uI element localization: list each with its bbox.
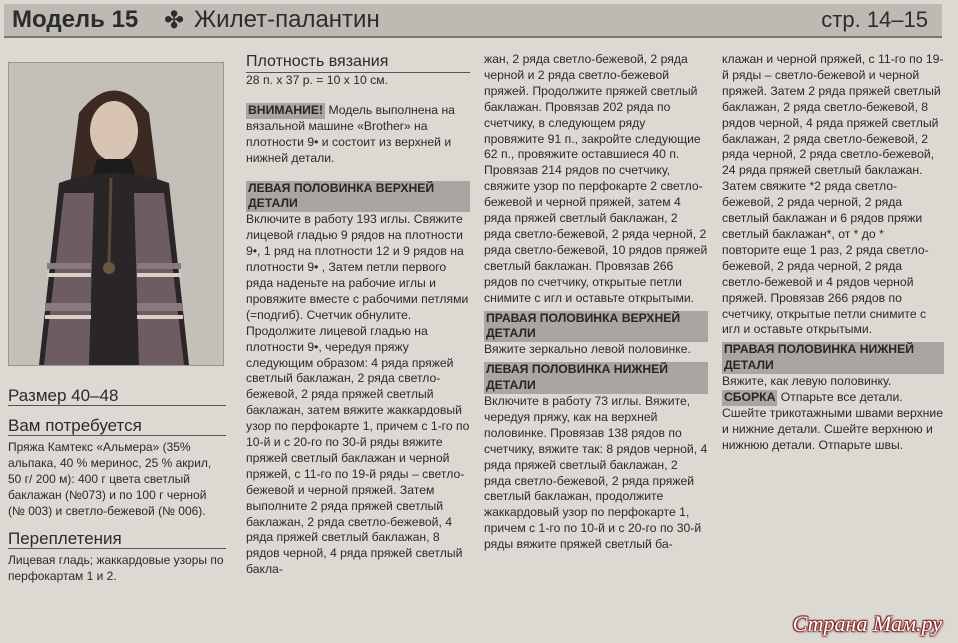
column-2 xyxy=(246,52,470,578)
clover-icon: ✤ xyxy=(164,7,185,34)
model-photo xyxy=(8,62,224,366)
right-lower-heading: ПРАВАЯ ПОЛОВИНКА НИЖНЕЙ ДЕТАЛИ xyxy=(722,342,944,374)
left-lower-paragraph xyxy=(484,362,708,553)
column-4 xyxy=(722,52,944,454)
size-heading: Размер 40–48 xyxy=(8,388,226,406)
weaves-heading: Переплетения xyxy=(8,531,226,549)
weaves-text: Лицевая гладь; жаккардовые узоры по перфокартам 1 и 2. xyxy=(8,552,224,583)
right-upper-paragraph xyxy=(484,311,708,359)
column-3 xyxy=(484,52,708,553)
left-lower-text: Включите в работу 73 иглы. Вяжите, чередуя пряжу, как на верхней половинке. Провязав 138 рядов по счетчику, вяжите так: 8 рядов черной, 4 ряда пряжей светлый баклажан, 2 ряда светло-бежевой, 2 ряда пряжей светлый баклажан, продолжите жаккардовый узор по перфокарте 1, причем с 1-го по 10-й и с 20-го по 30-й ряды вяжите пряжей светлый ба- xyxy=(484,394,708,552)
density-heading: Плотность вязания xyxy=(246,52,470,73)
attention-text: Модель выполнена на вязальной машине «Brother» на плотности 9• и состоит из верхней и нижней детали. xyxy=(246,102,455,165)
attention-paragraph xyxy=(246,103,470,167)
density-text: 28 п. х 37 р. = 10 х 10 см. xyxy=(246,73,389,87)
materials-text: Пряжа Камтекс «Альмера» (35% альпака, 40 % меринос, 25 % акрил, 50 г/ 200 м): 400 г цвета светлый баклажан (№073) и по 100 г черной (№ 003) и светло-бежевой (№ 006). xyxy=(8,439,212,518)
materials-heading: Вам потребуется xyxy=(8,418,226,436)
model-number: Модель 15 xyxy=(12,6,139,33)
upper-continue-text: жан, 2 ряда светло-бежевой, 2 ряда черной и 2 ряда светло-бежевой пряжей. Продолжите пряжей светлый баклажан. Провязав 202 ряда по счетчику, в следующем ряду провяжите 91 п., закройте следующие 62 п., провяжите оставшиеся 40 п. Провязав 214 рядов по счетчику, свяжите узор по перфокарте 2 светло-бежевой и черной пряжей, затем 4 ряда пряжей светлый баклажан, 2 ряда светло-бежевой, 2 ряда черной, 2 ряда светло-бежевой, 10 рядов пряжей светлый баклажан. Провязав 266 рядов по счетчику, открытые петли снимите с игл и оставьте открытыми. xyxy=(484,52,708,305)
assembly-heading: СБОРКА xyxy=(724,390,776,405)
left-upper-heading: ЛЕВАЯ ПОЛОВИНКА ВЕРХНЕЙ ДЕТАЛИ xyxy=(246,181,470,213)
left-column xyxy=(8,388,226,584)
assembly-text: Отпарьте все детали. Сшейте трикотажными швами верхние и нижние детали. Сшейте верхнюю и нижнюю детали. Отпарьте швы. xyxy=(722,390,943,452)
assembly-paragraph xyxy=(722,390,944,454)
right-upper-text: Вяжите зеркально левой половинке. xyxy=(484,342,691,357)
right-lower-paragraph xyxy=(722,342,944,390)
attention-label: ВНИМАНИЕ! xyxy=(248,102,324,117)
right-upper-heading: ПРАВАЯ ПОЛОВИНКА ВЕРХНЕЙ ДЕТАЛИ xyxy=(484,311,708,343)
left-upper-paragraph xyxy=(246,181,470,579)
site-watermark: Страна Мам.ру xyxy=(792,611,942,636)
left-upper-text: Включите в работу 193 иглы. Свяжите лицевой гладью 9 рядов на плотности 9•, 1 ряд на плотности 12 и 9 рядов на плотности 9• , Затем петли первого ряда наденьте на рабочие иглы и провяжите вместе с рабочими петлями (=подгиб). Счетчик обнулите. Продолжите лицевой гладью на плотности 9•, чередуя пряжу следующим образом: 4 ряда пряжей светлый баклажан, 2 ряда светло-бежевой, 2 ряда пряжей светлый баклажан, затем вяжите жаккардовый узор по перфокарте 1, причем с 1-го по 10-й и с 20-го по 30-й ряды вяжите пряжей светлый баклажан и черной пряжей, с 11-го по 19-й ряды – светло-бежевой и черной пряжей. Затем выполните 2 ряда пряжей светлый баклажан, 2 ряда светло-бежевой, 4 ряда пряжей светлый баклажан, 8 рядов черной, 4 ряда пряжей светлый бакла- xyxy=(246,212,470,577)
right-lower-text: Вяжите, как левую половинку. xyxy=(722,374,892,389)
left-lower-heading: ЛЕВАЯ ПОЛОВИНКА НИЖНЕЙ ДЕТАЛИ xyxy=(484,362,708,394)
page-title: Жилет-палантин xyxy=(194,6,380,33)
woman-photo-illustration xyxy=(9,63,223,365)
lower-continue-text: клажан и черной пряжей, с 11-го по 19-й ряды – светло-бежевой и черной пряжей. Затем 2 ряда пряжей светлый баклажан, 2 ряда светло-бежевой, 8 рядов черной, 4 ряда пряжей светлый баклажан, 2 ряда светло-бежевой, 2 ряда черной, 2 ряда светло-бежевой, 24 ряда пряжей светлый баклажан. Затем свяжите *2 ряда светло-бежевой, 2 ряда черной, 2 ряда светлый баклажан и 6 рядов пряжи светлый баклажан*, от * до * повторите еще 1 раз, 2 ряда светло-бежевой, 2 ряда черной, 2 ряда светло-бежевой и 4 рядов черной пряжей. Провязав 266 рядов по счетчику, открытые петли снимите с игл и оставьте открытыми. xyxy=(722,52,944,337)
page-numbers: стр. 14–15 xyxy=(821,7,928,32)
page-header xyxy=(4,4,942,38)
